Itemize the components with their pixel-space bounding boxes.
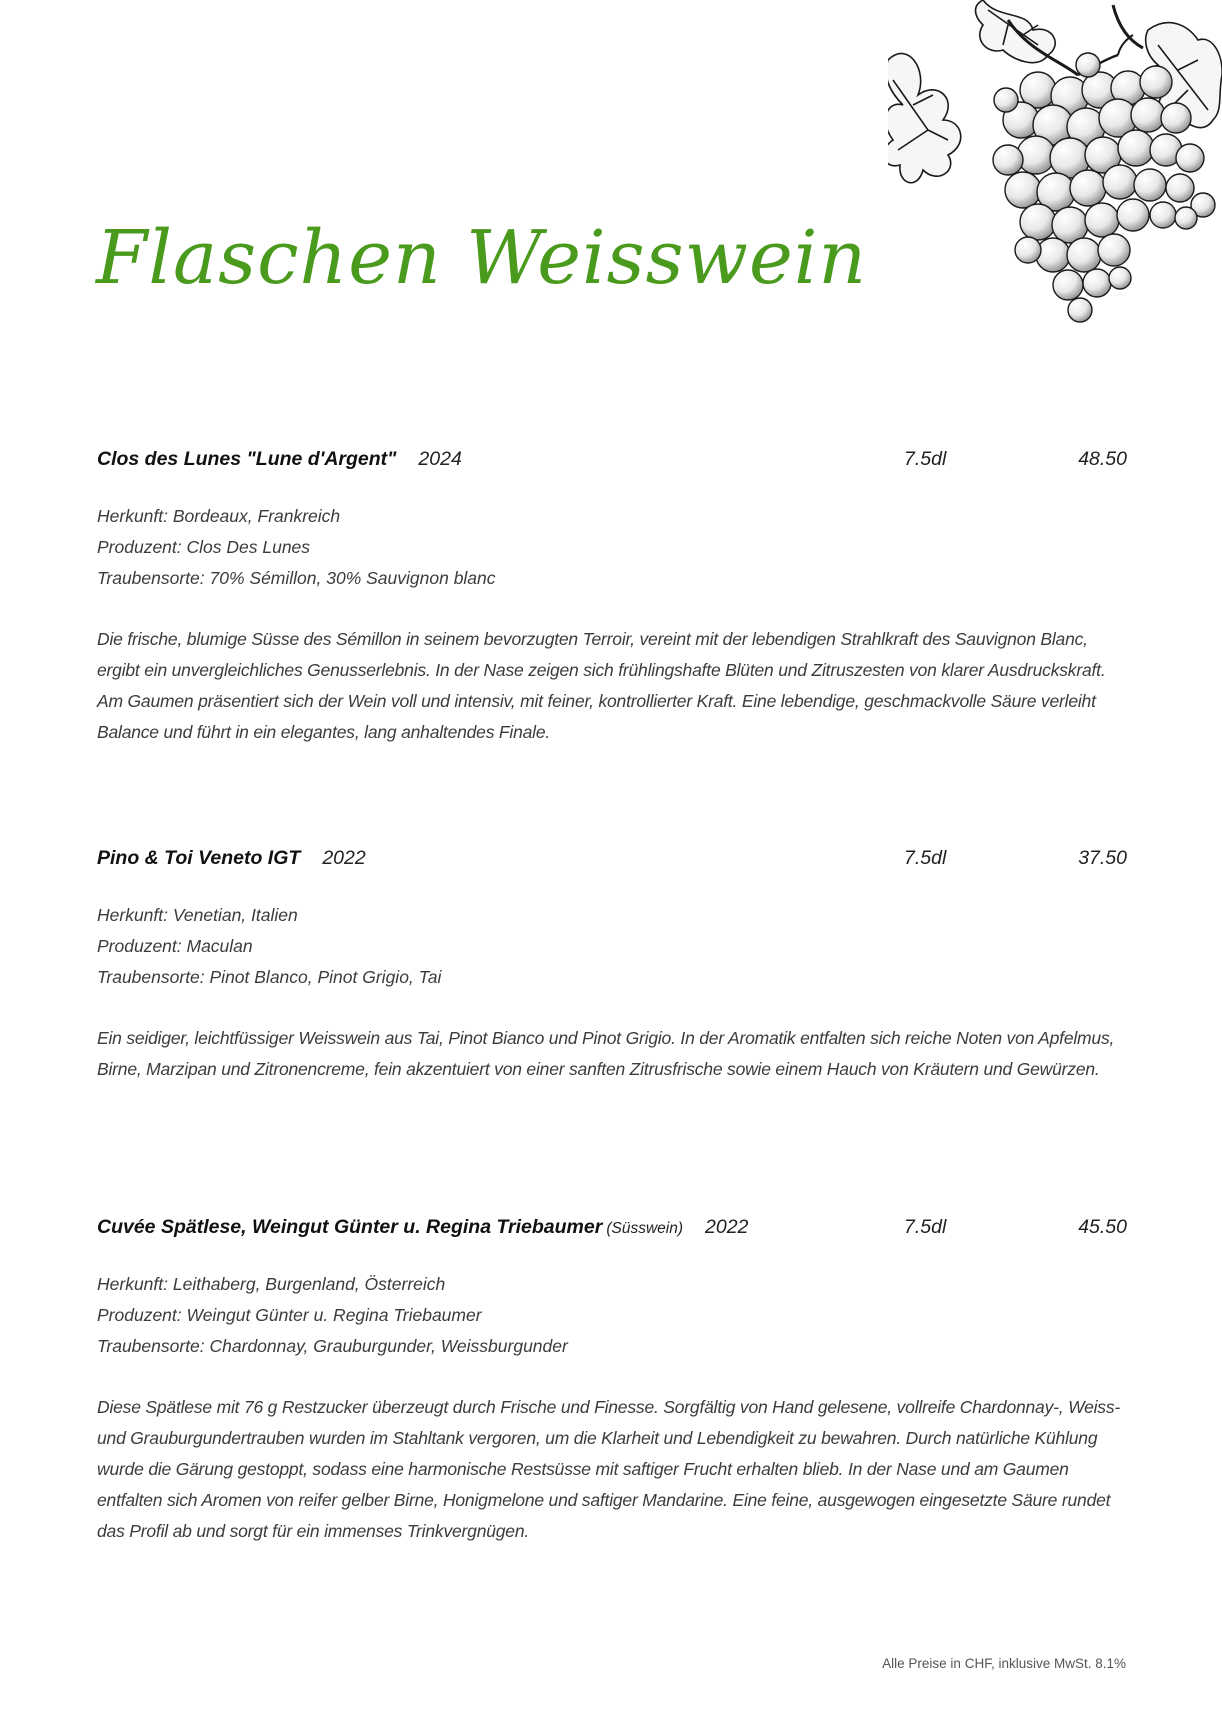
- wine-origin: Herkunft: Bordeaux, Frankreich: [97, 506, 341, 526]
- wine-vintage: 2022: [322, 847, 366, 869]
- wine-description: Ein seidiger, leichtfüssiger Weisswein aus Tai, Pinot Bianco und Pinot Grigio. In der Aromatik entfalten sich reiche Noten von Apfelmus, Birne, Marzipan und Zitronencreme, fein akzentuiert von einer sanften Zitrusfrische sowie einem Hauch von Kräutern und Gewürzen.: [97, 1028, 1115, 1079]
- wine-header: [97, 842, 1127, 874]
- wine-name: Pino & Toi Veneto IGT: [97, 847, 301, 869]
- price-footnote: Alle Preise in CHF, inklusive MwSt. 8.1%: [882, 1656, 1126, 1671]
- wine-volume: 7.5dl: [904, 1216, 947, 1238]
- wine-details: [97, 1269, 1127, 1362]
- wine-entry: [97, 443, 1127, 748]
- wine-volume: 7.5dl: [904, 448, 947, 470]
- wine-price: 45.50: [1078, 1216, 1127, 1238]
- wine-grapes: Traubensorte: Pinot Blanco, Pinot Grigio, Tai: [97, 967, 442, 987]
- wine-vintage: 2024: [418, 448, 462, 470]
- wine-name: Cuvée Spätlese, Weingut Günter u. Regina Triebaumer: [97, 1216, 603, 1238]
- wine-header: [97, 1211, 1127, 1243]
- wine-description: Diese Spätlese mit 76 g Restzucker überzeugt durch Frische und Finesse. Sorgfältig von Hand gelesene, vollreife Chardonnay-, Weiss- und Grauburgundertrauben wurden im Stahltank vergoren, um die Klarheit und Lebendigkeit zu bewahren. Durch natürliche Kühlung wurde die Gärung gestoppt, sodass eine harmonische Restsüsse mit saftiger Frucht erhalten blieb. In der Nase und am Gaumen entfalten sich Aromen von reifer gelber Birne, Honigmelone und saftiger Mandarine. Eine feine, ausgewogen eingesetzte Säure rundet das Profil ab und sorgt für ein immenses Trinkvergnügen.: [97, 1397, 1121, 1541]
- wine-price: 37.50: [1078, 847, 1127, 869]
- wine-grapes: Traubensorte: 70% Sémillon, 30% Sauvignon blanc: [97, 568, 496, 588]
- grape-bunch-illustration: [888, 0, 1222, 345]
- page-title: Flaschen Weisswein: [96, 215, 868, 301]
- wine-entry: [97, 1211, 1127, 1547]
- wine-header: [97, 443, 1127, 475]
- wine-entry: [97, 842, 1127, 1085]
- wine-grapes: Traubensorte: Chardonnay, Grauburgunder, Weissburgunder: [97, 1336, 568, 1356]
- wine-vintage: 2022: [705, 1216, 749, 1238]
- wine-producer: Produzent: Clos Des Lunes: [97, 537, 311, 557]
- wine-description: Die frische, blumige Süsse des Sémillon in seinem bevorzugten Terroir, vereint mit der lebendigen Strahlkraft des Sauvignon Blanc, ergibt ein unvergleichliches Genusserlebnis. In der Nase zeigen sich frühlingshafte Blüten und Zitruszesten von klarer Ausdruckskraft. Am Gaumen präsentiert sich der Wein voll und intensiv, mit feiner, kontrollierter Kraft. Eine lebendige, geschmackvolle Säure verleiht Balance und führt in ein elegantes, lang anhaltendes Finale.: [97, 629, 1106, 742]
- wine-producer: Produzent: Maculan: [97, 936, 253, 956]
- wine-sweet-note: (Süsswein): [606, 1220, 683, 1237]
- wine-details: [97, 900, 1127, 993]
- wine-price: 48.50: [1078, 448, 1127, 470]
- wine-origin: Herkunft: Leithaberg, Burgenland, Österreich: [97, 1274, 446, 1294]
- wine-producer: Produzent: Weingut Günter u. Regina Triebaumer: [97, 1305, 482, 1325]
- wine-details: [97, 501, 1127, 594]
- wine-volume: 7.5dl: [904, 847, 947, 869]
- wine-name: Clos des Lunes "Lune d'Argent": [97, 448, 397, 470]
- wine-origin: Herkunft: Venetian, Italien: [97, 905, 298, 925]
